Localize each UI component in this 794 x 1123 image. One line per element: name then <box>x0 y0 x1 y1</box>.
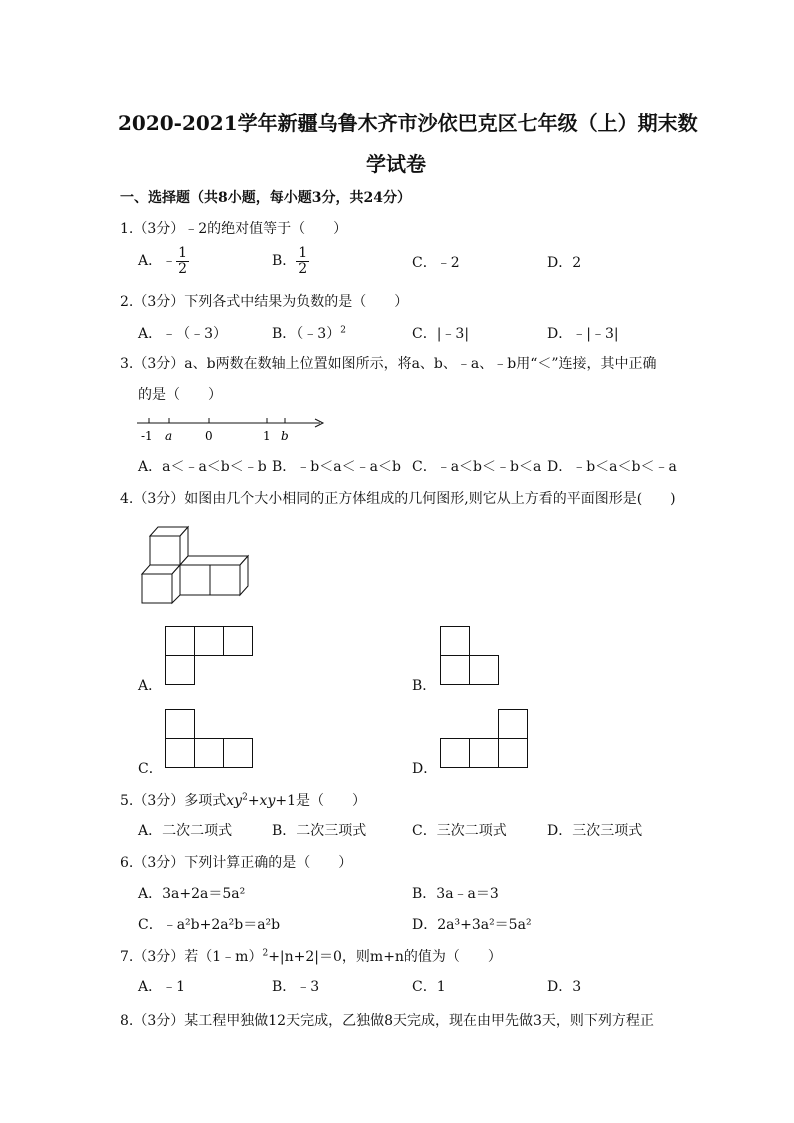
question-5-stem-post: 是（ ） <box>296 793 366 809</box>
option-b-base: B．（﹣3） <box>272 326 341 342</box>
question-4-option-c-label: C． <box>138 761 163 777</box>
question-4-option-b-label: B． <box>412 678 437 694</box>
question-5-option-a: A．二次二项式 <box>138 823 233 839</box>
question-4-option-b-figure <box>440 626 500 686</box>
question-7-stem-pre: 7.（3分）若（1﹣m） <box>120 949 263 965</box>
question-5-option-c: C．三次二项式 <box>412 823 507 839</box>
question-4-option-a-figure <box>165 626 255 686</box>
fraction-numerator: 1 <box>298 245 308 261</box>
axis-label-a: a <box>165 429 173 443</box>
question-8-stem: 8.（3分）某工程甲独做12天完成，乙独做8天完成，现在由甲先做3天，则下列方程正 <box>120 1013 654 1029</box>
question-1-option-c: C．﹣2 <box>412 255 460 271</box>
question-5-option-d: D．三次三项式 <box>547 823 643 839</box>
question-3-option-b: B．﹣b＜a＜﹣a＜b <box>272 459 401 475</box>
question-5-option-b: B．二次三项式 <box>272 823 367 839</box>
axis-label-b: b <box>281 429 289 443</box>
question-7-stem-post: +|n+2|＝0，则m+n的值为（ ） <box>268 949 502 965</box>
question-7-option-c: C．1 <box>412 979 446 995</box>
fraction-denominator: 2 <box>298 260 308 277</box>
fraction <box>296 246 309 276</box>
question-3-stem-line2: 的是（ ） <box>138 387 222 403</box>
page-title-line1: 2020-2021学年新疆乌鲁木齐市沙依巴克区七年级（上）期末数 <box>118 111 698 135</box>
question-3-option-a: A．a＜﹣a＜b＜﹣b <box>138 459 267 475</box>
top-cube-front-face <box>150 536 180 565</box>
axis-label-minus-1: -1 <box>141 429 153 443</box>
question-2-option-b <box>272 323 346 343</box>
question-4-stem: 4.（3分）如图由几个大小相同的正方体组成的几何图形,则它从上方看的平面图形是( ) <box>120 491 676 507</box>
front-cube-front-face <box>142 574 172 603</box>
minus-sign: ﹣ <box>162 253 177 270</box>
question-2-option-c: C．|﹣3| <box>412 326 470 342</box>
option-b-label: B． <box>272 253 297 270</box>
question-7-option-d: D．3 <box>547 979 582 995</box>
exponent: 2 <box>340 325 346 336</box>
fraction <box>176 246 189 276</box>
axis-label-0: 0 <box>205 429 213 443</box>
option-a-label: A． <box>138 253 163 270</box>
page-title-line2: 学试卷 <box>366 152 426 176</box>
question-2-option-d: D．﹣|﹣3| <box>547 326 619 342</box>
number-line-figure <box>135 413 335 453</box>
question-1-option-d: D．2 <box>547 255 582 271</box>
question-1-option-b <box>272 246 309 276</box>
question-7-option-b: B．﹣3 <box>272 979 320 995</box>
question-2-option-a: A．﹣（﹣3） <box>138 326 228 342</box>
fraction-denominator: 2 <box>178 260 188 277</box>
question-2-stem: 2.（3分）下列各式中结果为负数的是（ ） <box>120 294 409 310</box>
question-1-stem: 1.（3分）﹣2的绝对值等于（ ） <box>120 221 348 237</box>
exponent: 2 <box>262 948 269 959</box>
bottom-cube-right <box>210 565 240 595</box>
question-5-stem-pre: 5.（3分）多项式 <box>120 793 227 809</box>
question-5-stem: 5.（3分）多项式$xy^2+xy+1$是（ ） <box>120 792 366 809</box>
question-6-stem: 6.（3分）下列计算正确的是（ ） <box>120 855 353 871</box>
question-6-option-b: B．3a﹣a＝3 <box>412 886 499 902</box>
question-3-option-c: C．﹣a＜b＜﹣b＜a <box>412 459 542 475</box>
question-4-option-c-figure <box>165 709 255 769</box>
bottom-cube-middle <box>180 565 210 595</box>
section-heading: 一、选择题（共8小题，每小题3分，共24分） <box>120 190 411 206</box>
bottom-row-top-face <box>180 556 248 565</box>
question-4-option-d-figure <box>440 709 530 769</box>
question-7-option-a: A．﹣1 <box>138 979 186 995</box>
question-4-option-a-label: A． <box>138 678 163 694</box>
question-6-option-a: A．3a+2a＝5a² <box>138 886 246 902</box>
fraction-numerator: 1 <box>178 245 188 261</box>
cube-solid-figure <box>140 522 260 607</box>
question-3-stem-line1: 3.（3分）a、b两数在数轴上位置如图所示，将a、b、﹣a、﹣b用“＜”连接，其中正确 <box>120 356 657 372</box>
question-1-option-a <box>138 246 189 276</box>
question-6-option-c: C．﹣a²b+2a²b＝a²b <box>138 917 281 933</box>
question-3-option-d: D．﹣b＜a＜b＜﹣a <box>547 459 677 475</box>
axis-label-1: 1 <box>263 429 271 443</box>
question-6-option-d: D．2a³+3a²＝5a² <box>412 917 532 933</box>
question-7-stem <box>120 946 502 966</box>
question-4-option-d-label: D． <box>412 761 438 777</box>
